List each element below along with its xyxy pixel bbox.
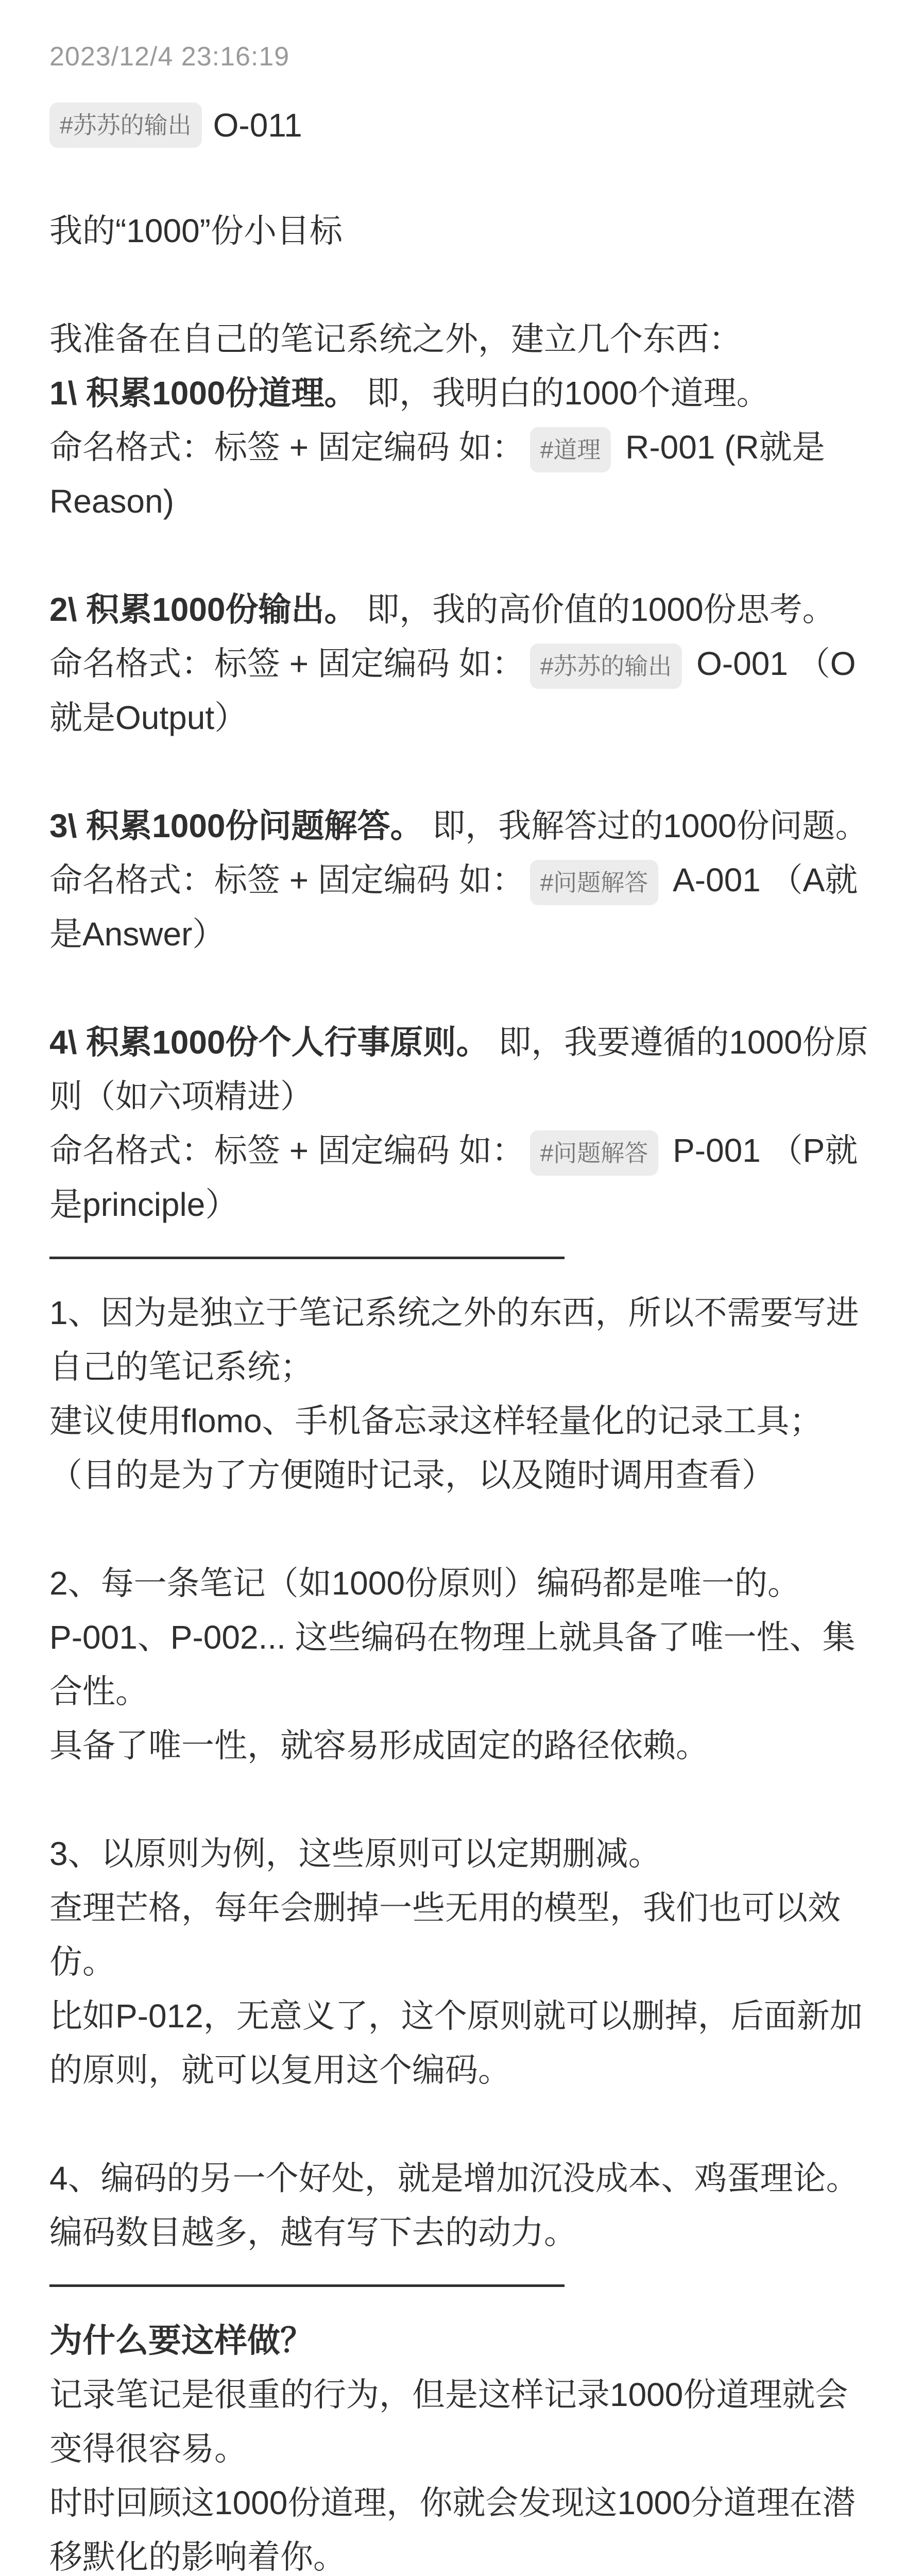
item-4-tag[interactable]: #问题解答	[530, 1130, 659, 1176]
memo-title: 我的“1000”份小目标	[49, 212, 343, 249]
section3-line: 3、以原则为例，这些原则可以定期删减。	[49, 1835, 661, 1872]
memo-date: 2023/12/4 23:16:19	[49, 42, 290, 72]
item-4-rest: 即，我要遵循的1000份原则（如六项精进）	[49, 1024, 868, 1115]
memo-tag-line	[49, 97, 302, 154]
q1-title	[49, 2314, 874, 2368]
item-4-format-suffix: P-001 （P就是principle）	[49, 1132, 858, 1223]
item-1-format-prefix: 命名格式：标签 + 固定编码 如：	[49, 429, 525, 466]
item-1-rest: 即，我明白的1000个道理。	[357, 375, 770, 412]
spacer	[49, 745, 874, 799]
spacer	[49, 1502, 874, 1556]
item-4-line	[49, 1015, 874, 1124]
section2-line: 2、每一条笔记（如1000份原则）编码都是唯一的。	[49, 1565, 800, 1602]
section4-line: 编码数目越多，越有写下去的动力。	[49, 2214, 577, 2251]
item-1-format-suffix: R-001 (R就是Reason)	[49, 429, 825, 520]
q1-title-text: 为什么要这样做？	[49, 2322, 313, 2359]
section1-line: 1、因为是独立于笔记系统之外的东西，所以不需要写进自己的笔记系统；	[49, 1294, 859, 1385]
item-4-format-prefix: 命名格式：标签 + 固定编码 如：	[49, 1132, 525, 1169]
item-3-line	[49, 799, 874, 853]
spacer	[49, 529, 874, 583]
item-2-bold: 2\ 积累1000份输出。	[49, 591, 357, 628]
item-2-rest: 即，我的高价值的1000份思考。	[357, 591, 835, 628]
item-3-tag[interactable]: #问题解答	[530, 860, 659, 905]
item-3-format-suffix: A-001 （A就是Answer）	[49, 861, 858, 953]
item-1-format	[49, 420, 874, 529]
item-2-format	[49, 637, 874, 745]
section1-line: （目的是为了方便随时记录，以及随时调用查看）	[49, 1456, 775, 1494]
memo-code: O-011	[213, 107, 302, 144]
spacer	[49, 961, 874, 1015]
q1-line: 记录笔记是很重的行为，但是这样记录1000份道理就会变得很容易。	[49, 2376, 848, 2467]
item-3-bold: 3\ 积累1000份问题解答。	[49, 807, 423, 844]
item-2-format-prefix: 命名格式：标签 + 固定编码 如：	[49, 645, 525, 682]
item-2-tag[interactable]: #苏苏的输出	[530, 643, 682, 689]
section2-line: 具备了唯一性，就容易形成固定的路径依赖。	[49, 1727, 709, 1764]
section1-line: 建议使用flomo、手机备忘录这样轻量化的记录工具；	[49, 1402, 823, 1439]
divider-line	[49, 1257, 565, 1259]
item-3-rest: 即，我解答过的1000份问题。	[423, 807, 868, 844]
memo-tag[interactable]: #苏苏的输出	[49, 103, 202, 148]
memo-content	[49, 204, 874, 2576]
section4-line: 4、编码的另一个好处，就是增加沉没成本、鸡蛋理论。	[49, 2160, 859, 2197]
section3-line: 查理芒格，每年会删掉一些无用的模型，我们也可以效仿。	[49, 1889, 841, 1980]
item-1-tag[interactable]: #道理	[530, 427, 611, 472]
section3-line: 比如P-012，无意义了，这个原则就可以删掉，后面新加的原则，就可以复用这个编码。	[49, 1997, 863, 2089]
intro-line: 我准备在自己的笔记系统之外，建立几个东西：	[49, 320, 742, 358]
section2-line: P-001、P-002... 这些编码在物理上就具备了唯一性、集合性。	[49, 1619, 856, 1710]
spacer	[49, 2097, 874, 2151]
item-2-line	[49, 583, 874, 637]
q1-line: 时时回顾这1000份道理，你就会发现这1000分道理在潜移默化的影响着你。	[49, 2484, 856, 2575]
spacer	[49, 1773, 874, 1827]
divider-line	[49, 2284, 565, 2287]
item-4-format	[49, 1124, 874, 1232]
item-1-bold: 1\ 积累1000份道理。	[49, 375, 357, 412]
item-2-format-suffix: O-001 （O就是Output）	[49, 645, 856, 736]
item-4-bold: 4\ 积累1000份个人行事原则。	[49, 1024, 489, 1061]
item-3-format-prefix: 命名格式：标签 + 固定编码 如：	[49, 861, 525, 899]
item-1-line	[49, 366, 874, 420]
item-3-format	[49, 853, 874, 961]
